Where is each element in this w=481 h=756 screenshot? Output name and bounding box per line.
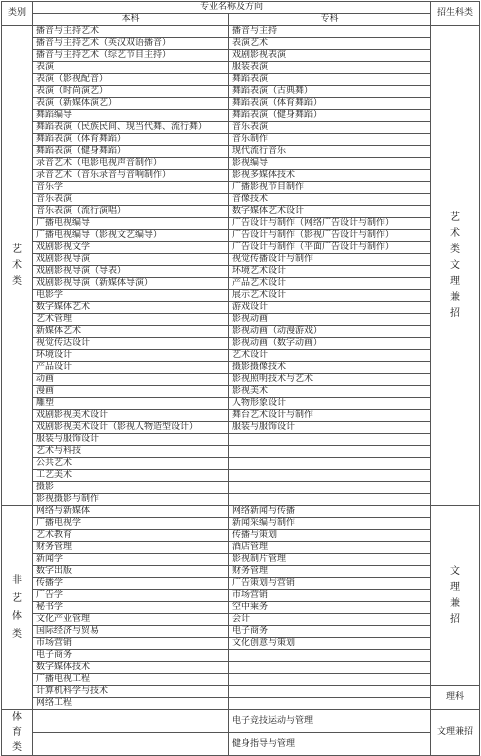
table-row <box>2 350 480 362</box>
vocational-major: 产品艺术设计 <box>229 278 431 290</box>
vocational-major: 广播影视节目制作 <box>229 182 431 194</box>
header-major-name: 专业名称及方向 <box>33 2 431 14</box>
table-row <box>2 542 480 554</box>
undergraduate-major: 表演 <box>33 62 229 74</box>
vocational-major: 音像技术 <box>229 194 431 206</box>
table-row <box>2 614 480 626</box>
vocational-major: 现代流行音乐 <box>229 146 431 158</box>
vocational-major: 舞蹈表演（古典舞） <box>229 86 431 98</box>
vocational-major: 广告设计与制作（影视广告设计与制作） <box>229 230 431 242</box>
admission-cell <box>431 26 480 506</box>
vocational-major: 影视制片管理 <box>229 554 431 566</box>
table-row <box>2 662 480 674</box>
undergraduate-major: 广告学 <box>33 590 229 602</box>
category-label: 体育类 <box>12 712 22 753</box>
table-row <box>2 638 480 650</box>
undergraduate-major: 国际经济与贸易 <box>33 626 229 638</box>
admission-label: 理科 <box>446 692 465 702</box>
undergraduate-major: 戏剧影视美术设计 <box>33 410 229 422</box>
undergraduate-major: 计算机科学与技术 <box>33 686 229 698</box>
table-row <box>2 434 480 446</box>
undergraduate-major: 表演（影视配音） <box>33 74 229 86</box>
undergraduate-major: 财务管理 <box>33 542 229 554</box>
vocational-major <box>229 458 431 470</box>
vocational-major: 表演艺术 <box>229 38 431 50</box>
table-row <box>2 302 480 314</box>
majors-table-body <box>2 2 480 756</box>
vocational-major: 广告策划与营销 <box>229 578 431 590</box>
undergraduate-major: 录音艺术（电影电视声音制作） <box>33 158 229 170</box>
undergraduate-major: 音乐学 <box>33 182 229 194</box>
undergraduate-major: 音乐表演 <box>33 194 229 206</box>
undergraduate-major: 舞蹈表演（体育舞蹈） <box>33 134 229 146</box>
table-row <box>2 50 480 62</box>
vocational-major: 广告设计与制作（网络广告设计与制作） <box>229 218 431 230</box>
undergraduate-major: 电子商务 <box>33 650 229 662</box>
table-row <box>2 386 480 398</box>
vocational-major: 服装与服饰设计 <box>229 422 431 434</box>
vocational-major: 环境艺术设计 <box>229 266 431 278</box>
undergraduate-major: 戏剧影视导演（新媒体导演） <box>33 278 229 290</box>
admission-label: 文理兼招 <box>450 565 461 625</box>
undergraduate-major: 舞蹈编导 <box>33 110 229 122</box>
undergraduate-major: 市场营销 <box>33 638 229 650</box>
vocational-major <box>229 446 431 458</box>
undergraduate-major: 播音与主持艺术（综艺节目主持） <box>33 50 229 62</box>
vocational-major <box>229 662 431 674</box>
vocational-major: 网络新闻与传播 <box>229 506 431 518</box>
vocational-major: 新闻采编与制作 <box>229 518 431 530</box>
category-cell <box>2 506 33 710</box>
table-row <box>2 254 480 266</box>
undergraduate-major: 艺术管理 <box>33 314 229 326</box>
vocational-major: 影视照明技术与艺术 <box>229 374 431 386</box>
table-row <box>2 470 480 482</box>
table-row <box>2 710 480 733</box>
admission-cell <box>431 506 480 686</box>
undergraduate-major: 数字出版 <box>33 566 229 578</box>
table-row <box>2 410 480 422</box>
undergraduate-major: 环境设计 <box>33 350 229 362</box>
vocational-major: 播音与主持 <box>229 26 431 38</box>
table-row <box>2 338 480 350</box>
category-label: 非艺体类 <box>12 574 22 640</box>
vocational-major: 游戏设计 <box>229 302 431 314</box>
undergraduate-major: 戏剧影视导演（导表） <box>33 266 229 278</box>
table-row <box>2 86 480 98</box>
undergraduate-major: 工艺美术 <box>33 470 229 482</box>
vocational-major: 电子竞技运动与管理 <box>229 710 431 733</box>
table-row <box>2 626 480 638</box>
undergraduate-major: 广播电视工程 <box>33 674 229 686</box>
table-row <box>2 530 480 542</box>
undergraduate-major: 新媒体艺术 <box>33 326 229 338</box>
admission-label: 艺术类文理兼招 <box>450 211 461 319</box>
header-row-sub <box>2 14 480 26</box>
table-row <box>2 122 480 134</box>
vocational-major: 舞台艺术设计与制作 <box>229 410 431 422</box>
table-row <box>2 566 480 578</box>
table-row <box>2 326 480 338</box>
vocational-major: 音乐制作 <box>229 134 431 146</box>
table-row <box>2 422 480 434</box>
vocational-major <box>229 698 431 710</box>
vocational-major <box>229 674 431 686</box>
table-row <box>2 230 480 242</box>
table-row <box>2 506 480 518</box>
undergraduate-major: 电影学 <box>33 290 229 302</box>
vocational-major: 影视多媒体技术 <box>229 170 431 182</box>
vocational-major: 空中乘务 <box>229 602 431 614</box>
table-row <box>2 62 480 74</box>
vocational-major <box>229 470 431 482</box>
undergraduate-major: 音乐表演（流行演唱） <box>33 206 229 218</box>
table-row <box>2 518 480 530</box>
table-row <box>2 278 480 290</box>
vocational-major <box>229 686 431 698</box>
category-cell <box>2 26 33 506</box>
undergraduate-major: 产品设计 <box>33 362 229 374</box>
table-row <box>2 578 480 590</box>
vocational-major: 展示艺术设计 <box>229 290 431 302</box>
vocational-major: 文化创意与策划 <box>229 638 431 650</box>
undergraduate-major: 戏剧影视美术设计（影视人物造型设计） <box>33 422 229 434</box>
table-row <box>2 98 480 110</box>
vocational-major: 市场营销 <box>229 590 431 602</box>
vocational-major: 服装表演 <box>229 62 431 74</box>
table-row <box>2 110 480 122</box>
table-row <box>2 134 480 146</box>
undergraduate-major: 动画 <box>33 374 229 386</box>
undergraduate-major: 影视摄影与制作 <box>33 494 229 506</box>
undergraduate-major: 播音与主持艺术 <box>33 26 229 38</box>
vocational-major: 视觉传播设计与制作 <box>229 254 431 266</box>
undergraduate-major: 网络工程 <box>33 698 229 710</box>
vocational-major: 财务管理 <box>229 566 431 578</box>
vocational-major: 舞蹈表演（体育舞蹈） <box>229 98 431 110</box>
undergraduate-major: 表演（时尚演艺） <box>33 86 229 98</box>
table-row <box>2 482 480 494</box>
vocational-major: 艺术设计 <box>229 350 431 362</box>
undergraduate-major: 舞蹈表演（健身舞蹈） <box>33 146 229 158</box>
undergraduate-major: 播音与主持艺术（英汉双语播音） <box>33 38 229 50</box>
undergraduate-major: 广播电视学 <box>33 518 229 530</box>
undergraduate-major: 公共艺术 <box>33 458 229 470</box>
undergraduate-major: 戏剧影视导演 <box>33 254 229 266</box>
table-row <box>2 554 480 566</box>
undergraduate-major: 数字媒体艺术 <box>33 302 229 314</box>
vocational-major: 戏剧影视表演 <box>229 50 431 62</box>
table-row <box>2 686 480 698</box>
vocational-major: 影视动画（数字动画） <box>229 338 431 350</box>
vocational-major <box>229 650 431 662</box>
vocational-major: 舞蹈表演（健身舞蹈） <box>229 110 431 122</box>
undergraduate-major: 服装与服饰设计 <box>33 434 229 446</box>
vocational-major <box>229 434 431 446</box>
vocational-major: 数字媒体艺术设计 <box>229 206 431 218</box>
table-row <box>2 74 480 86</box>
undergraduate-major: 艺术与科技 <box>33 446 229 458</box>
table-row <box>2 170 480 182</box>
majors-table <box>1 1 480 756</box>
header-undergraduate: 本科 <box>33 14 229 26</box>
undergraduate-major: 录音艺术（音乐录音与音响制作） <box>33 170 229 182</box>
table-row <box>2 494 480 506</box>
table-row <box>2 674 480 686</box>
admission-label: 文理兼招 <box>437 727 474 737</box>
vocational-major: 人物形象设计 <box>229 398 431 410</box>
undergraduate-major: 舞蹈表演（民族民间、现当代舞、流行舞） <box>33 122 229 134</box>
vocational-major <box>229 482 431 494</box>
table-row <box>2 362 480 374</box>
table-row <box>2 590 480 602</box>
vocational-major: 电子商务 <box>229 626 431 638</box>
undergraduate-major: 广播电视编导（影视文艺编导） <box>33 230 229 242</box>
admission-cell <box>431 686 480 710</box>
vocational-major: 健身指导与管理 <box>229 733 431 756</box>
table-row <box>2 458 480 470</box>
undergraduate-major: 漫画 <box>33 386 229 398</box>
undergraduate-major: 戏剧影视文学 <box>33 242 229 254</box>
vocational-major: 影视美术 <box>229 386 431 398</box>
undergraduate-major: 摄影 <box>33 482 229 494</box>
table-row <box>2 733 480 756</box>
table-row <box>2 698 480 710</box>
vocational-major: 舞蹈表演 <box>229 74 431 86</box>
table-row <box>2 446 480 458</box>
table-row <box>2 182 480 194</box>
header-category: 类别 <box>2 2 33 26</box>
table-row <box>2 146 480 158</box>
header-admission: 招生科类 <box>431 2 480 26</box>
vocational-major: 影视编导 <box>229 158 431 170</box>
table-row <box>2 374 480 386</box>
header-vocational: 专科 <box>229 14 431 26</box>
undergraduate-major <box>33 733 229 756</box>
table-row <box>2 26 480 38</box>
undergraduate-major: 表演（新媒体演艺） <box>33 98 229 110</box>
table-row <box>2 266 480 278</box>
category-cell <box>2 710 33 756</box>
vocational-major: 广告设计与制作（平面广告设计与制作） <box>229 242 431 254</box>
undergraduate-major: 秘书学 <box>33 602 229 614</box>
undergraduate-major: 传播学 <box>33 578 229 590</box>
table-row <box>2 314 480 326</box>
undergraduate-major: 新闻学 <box>33 554 229 566</box>
vocational-major: 传播与策划 <box>229 530 431 542</box>
undergraduate-major: 视觉传达设计 <box>33 338 229 350</box>
vocational-major <box>229 494 431 506</box>
table-row <box>2 194 480 206</box>
undergraduate-major <box>33 710 229 733</box>
table-row <box>2 158 480 170</box>
vocational-major: 音乐表演 <box>229 122 431 134</box>
undergraduate-major: 雕塑 <box>33 398 229 410</box>
table-row <box>2 38 480 50</box>
table-row <box>2 218 480 230</box>
table-row <box>2 206 480 218</box>
vocational-major: 影视动画（动漫游戏） <box>229 326 431 338</box>
category-label: 艺术类 <box>12 243 22 287</box>
undergraduate-major: 艺术教育 <box>33 530 229 542</box>
table-row <box>2 398 480 410</box>
header-row-top <box>2 2 480 14</box>
undergraduate-major: 数字媒体技术 <box>33 662 229 674</box>
undergraduate-major: 网络与新媒体 <box>33 506 229 518</box>
vocational-major: 会计 <box>229 614 431 626</box>
undergraduate-major: 广播电视编导 <box>33 218 229 230</box>
vocational-major: 摄影摄像技术 <box>229 362 431 374</box>
table-row <box>2 650 480 662</box>
undergraduate-major: 文化产业管理 <box>33 614 229 626</box>
table-row <box>2 242 480 254</box>
vocational-major: 影视动画 <box>229 314 431 326</box>
table-row <box>2 290 480 302</box>
table-row <box>2 602 480 614</box>
admission-cell <box>431 710 480 756</box>
vocational-major: 酒店管理 <box>229 542 431 554</box>
